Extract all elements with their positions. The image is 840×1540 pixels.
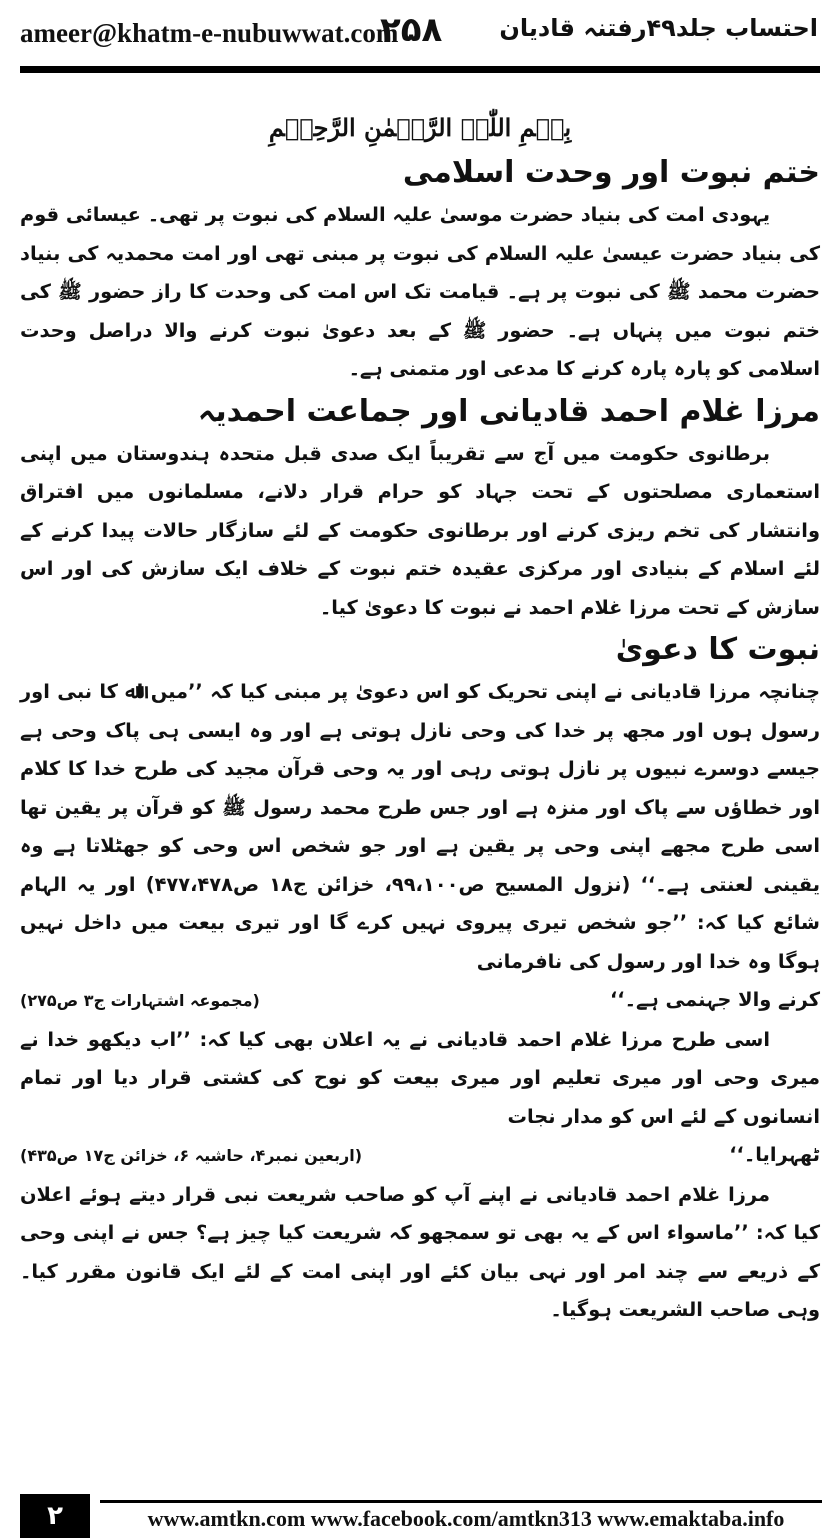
page-body bbox=[20, 108, 820, 1330]
section-heading: نبوت کا دعویٰ bbox=[615, 632, 820, 667]
header-rule bbox=[20, 66, 820, 73]
paragraph: برطانوی حکومت میں آج سے تقریباً ایک صدی قبل متحدہ ہندوستان میں اپنی استعماری مصلحتوں کے تحت جہاد کو حرام قرار دلانے، مسلمانوں میں افتراق وانتشار کی تخم ریزی کرنے اور برطانوی حکومت کے لئے سازگار حالات پیدا کرنے کے لئے اسلام کے بنیادی اور مرکزی عقیدہ ختم نبوت کے خلاف ایک سازش کی اور اس سازش کے تحت مرزا غلام احمد نے نبوت کا دعویٰ کیا۔ bbox=[20, 441, 820, 619]
paragraph: یہودی امت کی بنیاد حضرت موسیٰ علیہ السلام کی نبوت پر تھی۔ عیسائی قوم کی بنیاد حضرت عیسیٰ علیہ السلام کی نبوت پر مبنی تھی اور امت محمدیہ کی بنیاد حضرت محمد ﷺ کی نبوت پر ہے۔ قیامت تک اس امت کی وحدت کا راز حضور ﷺ کی ختم نبوت میں پنہاں ہے۔ حضور ﷺ کے بعد دعویٰ نبوت کرنے والا دراصل وحدت اسلامی کو پارہ پارہ کرنے کا مدعی اور متمنی ہے۔ bbox=[20, 203, 820, 380]
page-number: ۲۵۸ bbox=[380, 10, 443, 50]
page-footer bbox=[0, 1484, 840, 1540]
section-heading: مرزا غلام احمد قادیانی اور جماعت احمدیہ bbox=[197, 393, 820, 429]
book-title: احتساب جلد۴۹رفتنہ قادیان bbox=[499, 14, 818, 42]
footer-links: www.amtkn.com www.facebook.com/amtkn313 www.emaktaba.info bbox=[147, 1506, 785, 1531]
page-header bbox=[0, 0, 840, 80]
header-email: ameer@khatm-e-nubuwwat.com bbox=[20, 18, 399, 48]
reference: (اربعین نمبر۴، حاشیہ ۶، خزائن ج۱۷ ص۴۳۵) bbox=[20, 1146, 363, 1165]
paragraph: اسی طرح مرزا غلام احمد قادیانی نے یہ اعلان بھی کیا کہ: ’’اب دیکھو خدا نے میری وحی اور میری تعلیم اور میری بیعت کو نوح کی کشتی قرار دیا اور تمام انسانوں کے لئے اس کو مدار نجات bbox=[20, 1027, 820, 1128]
paragraph: مرزا غلام احمد قادیانی نے اپنے آپ کو صاحب شریعت نبی قرار دیتے ہوئے اعلان کیا کہ: ’’ماسواء اس کے یہ بھی تو سمجھو کہ شریعت کیا چیز ہے؟ جس نے اپنی وحی کے ذریعے سے چند امر اور نہی بیان کئے اور اپنی امت کے لئے ایک قانون مقرر کیا۔ وہی صاحب الشریعت ہوگیا۔ bbox=[20, 1182, 820, 1321]
reference: (مجموعہ اشتہارات ج۳ ص۲۷۵) bbox=[20, 991, 260, 1010]
bismillah: بِسۡمِ اللّٰہِ الرَّحۡمٰنِ الرَّحِیۡمِ bbox=[268, 113, 572, 142]
paragraph: چنانچہ مرزا قادیانی نے اپنی تحریک کو اس دعویٰ پر مبنی کیا کہ ’’میں اﷲ کا نبی اور رسول ہوں اور مجھ پر خدا کی وحی نازل ہوتی ہے اور وہ ایسی ہی پاک وحی ہے جیسے دوسرے نبیوں پر نازل ہوتی رہی اور یہ وحی قرآن مجید کی طرح خدا کا کلام اور خطاؤں سے پاک اور منزہ ہے اور جس طرح محمد رسول ﷺ کو قرآن پر یقین تھا اسی طرح مجھے اپنی وحی پر یقین ہے اور جو شخص اس وحی کو جھٹلاتا ہے وہ یقینی لعنتی ہے۔‘‘ (نزول المسیح ص۹۹،۱۰۰، خزائن ج۱۸ ص۴۷۷،۴۷۸) اور یہ الہام شائع کیا کہ: ’’جو شخص تیری پیروی نہیں کرے گا اور تیری بیعت میں داخل نہیں ہوگا وہ خدا اور رسول کی نافرمانی bbox=[20, 680, 821, 973]
footer-rule bbox=[100, 1500, 822, 1503]
quote-end-line bbox=[20, 981, 820, 1021]
footer-page-badge: ۲ bbox=[20, 1494, 90, 1538]
section-heading: ختم نبوت اور وحدت اسلامی bbox=[402, 155, 820, 190]
quote-end-line bbox=[20, 1136, 820, 1176]
quote-end: ٹھہرایا۔‘‘ bbox=[729, 1143, 820, 1166]
quote-end: کرنے والا جہنمی ہے۔‘‘ bbox=[609, 988, 820, 1011]
